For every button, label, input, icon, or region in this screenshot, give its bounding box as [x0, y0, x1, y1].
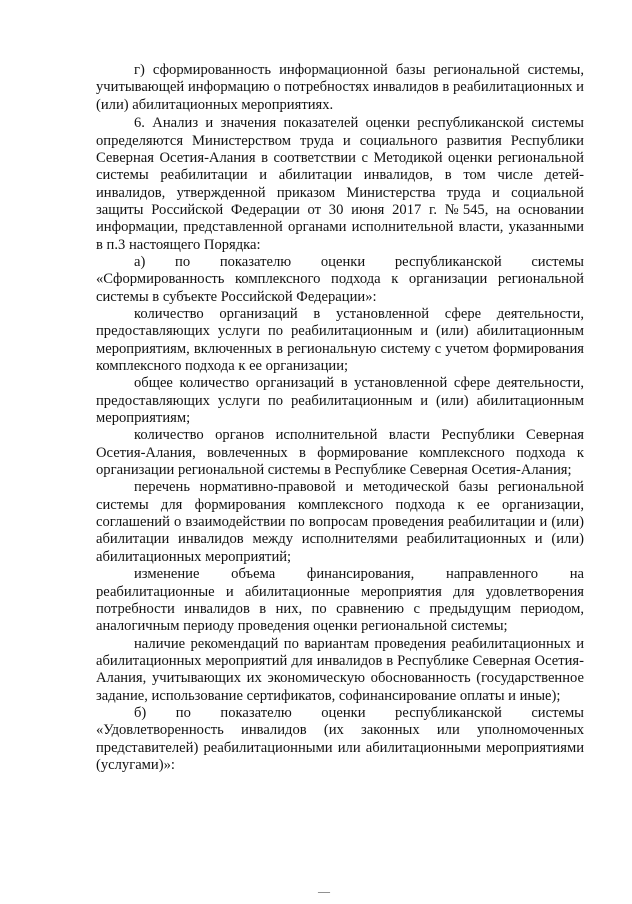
paragraph-a-complex-approach: а) по показателю оценки республиканской системы «Сформированность комплексного подхода к организации региональной системы в субъекте Российской Федерации»:: [96, 253, 584, 305]
paragraph-g-information-base: г) сформированность информационной базы региональной системы, учитывающей информацию о потребностях инвалидов в реабилитационных и (или) абилитационных мероприятиях.: [96, 62, 584, 113]
page-number: —: [318, 884, 330, 898]
list-item-normative-base: перечень нормативно-правовой и методической базы региональной системы для формирования комплексного подхода к ее организации, соглашений о взаимодействии по вопросам проведения реабилитации и (или) абилитации инвалидов между исполнителями реабилитационных и (или) абилитационных мероприятий;: [96, 479, 584, 565]
list-item-organizations-total: общее количество организаций в установленной сфере деятельности, предоставляющих услуги по реабилитационным и (или) абилитационным мероприятиям;: [96, 375, 584, 427]
paragraph-b-satisfaction: б) по показателю оценки республиканской системы «Удовлетворенность инвалидов (их законных или уполномоченных представителей) реабилитационными или абилитационными мероприятиями (услугами)»:: [96, 704, 584, 773]
paragraph-6-analysis: 6. Анализ и значения показателей оценки республиканской системы определяются Министерством труда и социального развития Республики Северная Осетия-Алания в соответствии с Методикой оценки региональной системы реабилитации и абилитации инвалидов, в том числе детей-инвалидов, утвержденной приказом Министерства труда и социальной защиты Российской Федерации от 30 июня 2017 г. №545, на основании информации, представленной органами исполнительной власти, указанными в п.3 настоящего Порядка:: [96, 115, 584, 253]
list-item-financing-change: изменение объема финансирования, направленного на реабилитационные и абилитационные мероприятия для удовлетворения потребности инвалидов в них, по сравнению с предыдущим периодом, аналогичным периоду проведения оценки региональной системы;: [96, 566, 584, 635]
document-body: [96, 62, 584, 774]
list-item-organizations-included: количество организаций в установленной сфере деятельности, предоставляющих услуги по реабилитационным и (или) абилитационным мероприятиям, включенных в региональную систему с учетом формирования комплексного подхода к ее организации;: [96, 306, 584, 375]
list-item-executive-bodies: количество органов исполнительной власти Республики Северная Осетия-Алания, вовлеченных в формирование комплексного подхода к организации региональной системы в Республике Северная Осетия-Алания;: [96, 427, 584, 479]
list-item-recommendations: наличие рекомендаций по вариантам проведения реабилитационных и абилитационных мероприятий для инвалидов в Республике Северная Осетия-Алания, учитывающих их экономическую обоснованность (государственное задание, использование сертификатов, софинансирование оплаты и иные);: [96, 635, 584, 704]
